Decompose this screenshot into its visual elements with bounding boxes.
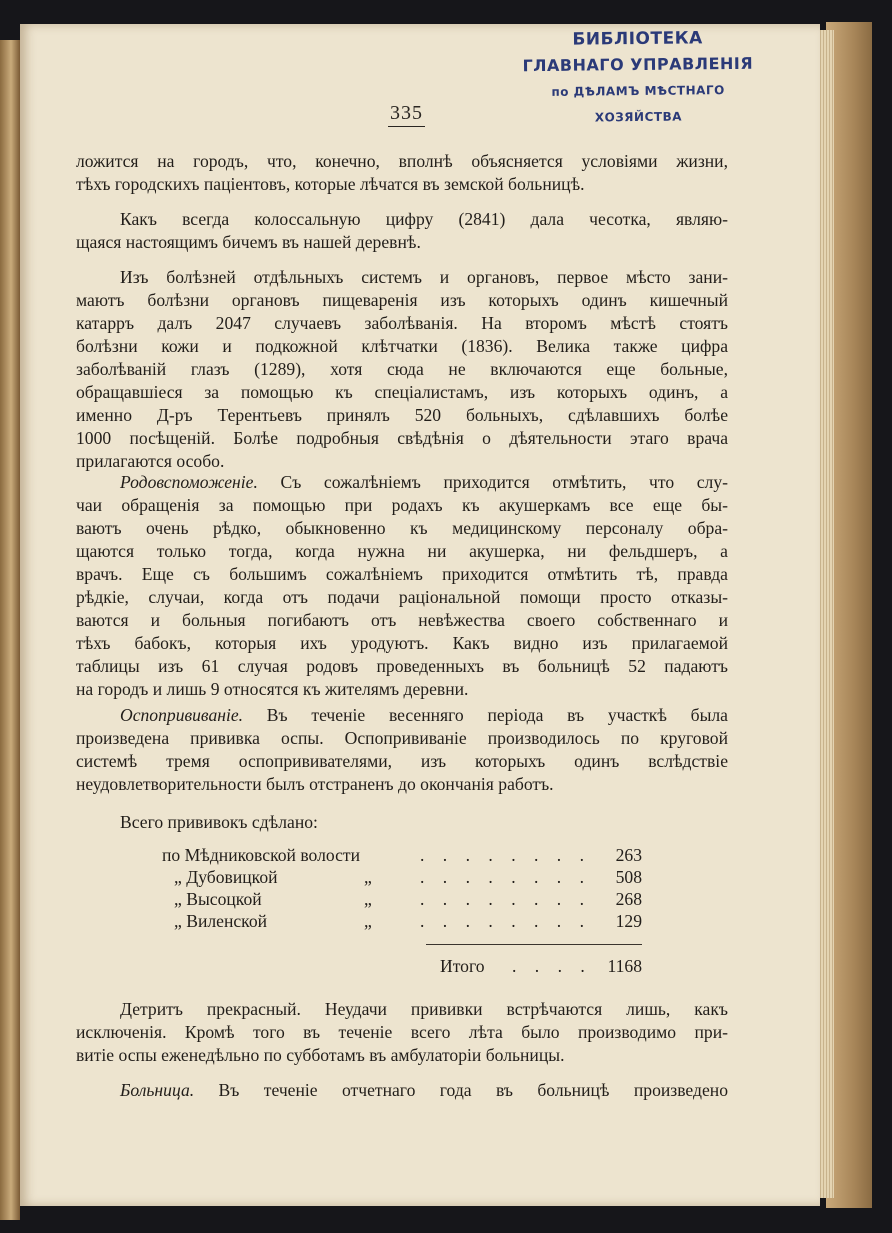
run-in-heading: Оспопрививаніе. xyxy=(120,705,244,725)
vaccination-intro: Всего прививокъ сдѣлано: xyxy=(120,812,318,832)
ditto-mark: „ xyxy=(364,889,372,909)
row-prefix: „ xyxy=(174,889,182,909)
text-span: Съ сожалѣніемъ приходится отмѣтить, что слу- xyxy=(257,472,728,492)
text-line: исключенія. Кромѣ того въ теченіе всего лѣта было производимо при- xyxy=(76,1022,728,1042)
leader-dots: . . . . . . . . xyxy=(420,867,591,887)
ditto-mark: „ xyxy=(364,911,372,931)
run-in-heading: Больница. xyxy=(120,1080,195,1100)
leader-dots: . . . . . . . . xyxy=(420,889,591,909)
text-line: Изъ болѣзней отдѣльныхъ системъ и органовъ, первое мѣсто зани- xyxy=(120,267,728,287)
library-stamp xyxy=(518,28,759,132)
text-line: ложится на городъ, что, конечно, вполнѣ объясняется условіями жизни, xyxy=(76,151,728,171)
book-page xyxy=(20,24,820,1206)
paragraph-hospital xyxy=(76,1079,728,1102)
text-line: болѣзни кожи и подкожной клѣтчатки (1836). Велика также цифра xyxy=(76,336,728,356)
text-line: катарръ далъ 2047 случаевъ заболѣванія. На второмъ мѣстѣ стоятъ xyxy=(76,313,728,333)
text-line: неудовлетворительности былъ отстраненъ до окончанія работъ. xyxy=(76,774,554,794)
row-place: Мѣдниковской волости xyxy=(184,845,361,865)
paragraph-scabies xyxy=(76,208,728,254)
total-divider xyxy=(426,944,642,945)
run-in-heading: Родовспоможеніе. xyxy=(120,472,258,492)
text-line: системѣ тремя оспопрививателями, изъ которыхъ одинъ вслѣдствіе xyxy=(76,751,728,771)
text-line: ваютъ очень рѣдко, обыкновенно къ медицинскому персоналу обра- xyxy=(76,518,728,538)
row-prefix: „ xyxy=(174,911,182,931)
table-row xyxy=(162,867,642,889)
text-line: прилагаются особо. xyxy=(76,451,225,471)
text-line: ваются и больныя погибаютъ отъ невѣжества своего собственнаго и xyxy=(76,610,728,630)
row-value: 268 xyxy=(615,889,642,909)
text-line: таблицы изъ 61 случая родовъ проведенныхъ въ больницѣ 52 падаютъ xyxy=(76,656,728,676)
paragraph-diseases xyxy=(76,266,728,473)
text-line xyxy=(76,471,728,494)
paragraph-vaccination xyxy=(76,704,728,796)
text-line: 1000 посѣщеній. Болѣе подробныя свѣдѣнія о дѣятельности этаго врача xyxy=(76,428,728,448)
table-row xyxy=(162,845,642,867)
text-span: Въ теченіе отчетнаго года въ больницѣ произведено xyxy=(194,1080,728,1100)
leader-dots: . . . . . . . . xyxy=(420,845,591,865)
row-value: 263 xyxy=(615,845,642,865)
stamp-line-1: БИБЛІОТЕКА xyxy=(572,28,703,50)
table-row xyxy=(162,889,642,911)
paragraph-detritus xyxy=(76,998,728,1067)
row-place: Виленской xyxy=(186,911,268,931)
text-line: чаи обращенія за помощью при родахъ къ акушеркамъ все еще бы- xyxy=(76,495,728,515)
text-line: маютъ болѣзни органовъ пищеваренія изъ которыхъ одинъ кишечный xyxy=(76,290,728,310)
vaccination-table xyxy=(162,845,642,933)
text-span: Въ теченіе весенняго періода въ участкѣ была xyxy=(243,705,728,725)
row-label xyxy=(174,867,278,888)
leader-dots: . . . . . . . . xyxy=(420,911,591,931)
total-row xyxy=(440,956,642,980)
row-prefix: по xyxy=(162,845,181,865)
paragraph-continued xyxy=(76,150,728,196)
row-value: 129 xyxy=(615,911,642,931)
text-line: щаются только тогда, когда нужна ни акушерка, ни фельдшеръ, а xyxy=(76,541,728,561)
table-row xyxy=(162,911,642,933)
total-value: 1168 xyxy=(607,956,642,976)
stamp-line-2: ГЛАВНАГО УПРАВЛЕНІЯ xyxy=(522,53,754,76)
text-line: тѣхъ бабокъ, которыя ихъ уродуютъ. Какъ видно изъ прилагаемой xyxy=(76,633,728,653)
row-place: Высоцкой xyxy=(186,889,262,909)
row-place: Дубовицкой xyxy=(186,867,278,887)
text-line: тѣхъ городскихъ паціентовъ, которые лѣчатся въ земской больницѣ. xyxy=(76,174,585,194)
text-line: именно Д-ръ Терентьевъ принялъ 520 больныхъ, сдѣлавшихъ болѣе xyxy=(76,405,728,425)
row-prefix: „ xyxy=(174,867,182,887)
text-line xyxy=(76,1079,728,1102)
text-line: рѣдкіе, случаи, когда отъ подачи раціональной помощи просто отказы- xyxy=(76,587,728,607)
row-label xyxy=(162,845,360,866)
row-label xyxy=(174,889,262,910)
text-line: витіе оспы еженедѣльно по субботамъ въ амбулаторіи больницы. xyxy=(76,1045,565,1065)
text-line: врачъ. Еще съ большимъ сожалѣніемъ приходится отмѣтить тѣ, правда xyxy=(76,564,728,584)
text-line: щаяся настоящимъ бичемъ въ нашей деревнѣ. xyxy=(76,232,421,252)
text-line: заболѣваній глазъ (1289), хотя сюда не включаются еще больные, xyxy=(76,359,728,379)
text-line: произведена прививка оспы. Оспопрививаніе производилось по круговой xyxy=(76,728,728,748)
page-number: 335 xyxy=(388,102,425,127)
left-page-edge xyxy=(0,40,20,1220)
row-value: 508 xyxy=(615,867,642,887)
stamp-line-3: по ДѢЛАМЪ МѢСТНАГО ХОЗЯЙСТВА xyxy=(551,83,725,125)
ditto-mark: „ xyxy=(364,867,372,887)
row-label xyxy=(174,911,267,932)
text-line: обращавшіеся за помощью къ спеціалистамъ, изъ которыхъ одинъ, а xyxy=(76,382,728,402)
text-line: на городъ и лишь 9 относятся къ жителямъ деревни. xyxy=(76,679,469,699)
leader-dots: . . . . xyxy=(512,956,592,976)
text-line xyxy=(76,704,728,727)
text-line: Какъ всегда колоссальную цифру (2841) дала чесотка, являю- xyxy=(120,209,728,229)
total-label: Итого xyxy=(440,956,485,976)
text-line: Детритъ прекрасный. Неудачи прививки встрѣчаются лишь, какъ xyxy=(120,999,728,1019)
paragraph-obstetrics xyxy=(76,471,728,701)
